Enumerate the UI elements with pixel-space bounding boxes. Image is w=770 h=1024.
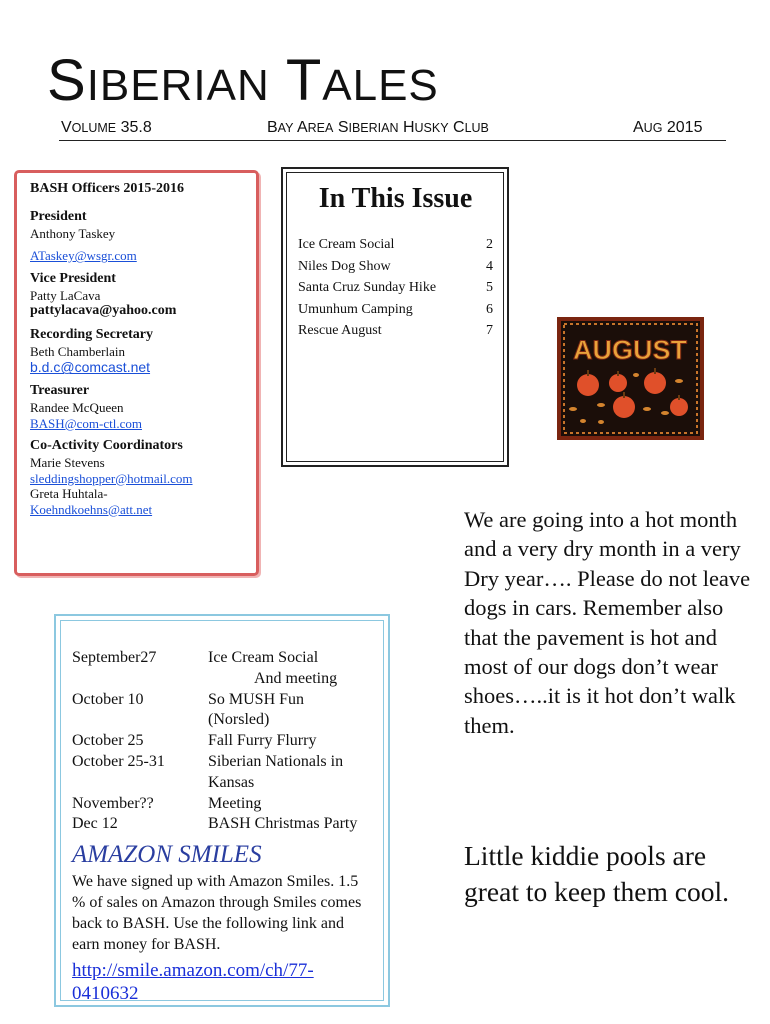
apple-icon — [577, 370, 599, 396]
kiddie-pools-text: Little kiddie pools are great to keep them cool. — [464, 840, 729, 907]
amazon-smiles-link[interactable]: http://smile.amazon.com/ch/77-0410632 — [72, 960, 314, 1005]
amazon-smiles-text: We have signed up with Amazon Smiles. 1.5 % of sales on Amazon through Smiles comes back to BASH. Use the following link and earn money for BASH. — [72, 873, 362, 954]
hot-weather-text: We are going into a hot month and a very dry month in a very Dry year…. Please do not leave dogs in cars. Remember also that the pavement is hot and most of our dogs don’t wear shoes…..it is it hot don’t walk them. — [464, 507, 751, 738]
toc-item: Niles Dog Show 4 — [298, 258, 493, 274]
amazon-smiles-heading: AMAZON SMILES — [72, 841, 262, 869]
event-row: Dec 12 BASH Christmas Party — [72, 815, 358, 833]
coordinators-role: Co-Activity Coordinators — [30, 438, 183, 454]
coordinator-2-email-link[interactable]: Koehndkoehns@att.net — [30, 501, 153, 517]
president-name: Anthony Taskey — [30, 225, 116, 241]
badge-text: AUGUST — [573, 335, 687, 365]
treasurer-role: Treasurer — [30, 383, 90, 399]
president-role: President — [30, 208, 87, 224]
secretary-role: Recording Secretary — [30, 326, 153, 342]
masthead-rule — [59, 140, 726, 141]
toc-item: Rescue August 7 — [298, 323, 493, 339]
coordinator-1-name: Marie Stevens — [30, 454, 105, 470]
club-name: BAY AREA SIBERIAN HUSKY CLUB — [267, 119, 489, 136]
event-row: September27 Ice Cream Social And meeting — [72, 649, 338, 687]
apple-icon — [613, 392, 635, 418]
in-this-issue-box — [281, 167, 509, 467]
events-box — [54, 614, 390, 1007]
volume-label: VOLUME 35.8 — [61, 119, 152, 136]
officers-box — [14, 170, 259, 576]
vp-name: Patty LaCava — [30, 287, 101, 303]
treasurer-name: Randee McQueen — [30, 399, 124, 415]
event-row: October 25-31 Siberian Nationals in Kansas — [72, 752, 344, 791]
newsletter-title: SIBERIAN TALES — [47, 48, 439, 113]
apple-icon — [644, 368, 666, 394]
coordinator-2-name: Greta Huhtala- — [30, 486, 108, 502]
officers-heading: BASH Officers 2015-2016 — [30, 181, 184, 196]
event-row: October 25 Fall Furry Flurry — [72, 732, 317, 750]
apple-icon — [609, 371, 627, 392]
toc-item: Ice Cream Social 2 — [298, 237, 493, 252]
treasurer-email-link[interactable]: BASH@com-ctl.com — [30, 415, 142, 431]
toc-item: Santa Cruz Sunday Hike 5 — [298, 280, 493, 296]
in-this-issue-title: In This Issue — [318, 183, 473, 214]
august-badge-image — [557, 317, 704, 440]
apple-icon — [670, 395, 688, 416]
vp-email: pattylacava@yahoo.com — [30, 303, 177, 319]
event-row: October 10 So MUSH Fun (Norsled) — [72, 690, 305, 729]
secretary-name: Beth Chamberlain — [30, 343, 125, 359]
coordinator-1-email-link[interactable]: sleddingshopper@hotmail.com — [30, 470, 193, 486]
president-email-link[interactable]: ATaskey@wsgr.com — [30, 248, 137, 264]
vp-role: Vice President — [30, 270, 116, 286]
toc-item: Umunhum Camping 6 — [298, 301, 493, 317]
issue-date: AUG 2015 — [633, 119, 703, 136]
secretary-email-link[interactable]: b.d.c@comcast.net — [30, 359, 151, 376]
toc-list — [298, 237, 493, 345]
event-row: November?? Meeting — [72, 794, 262, 812]
